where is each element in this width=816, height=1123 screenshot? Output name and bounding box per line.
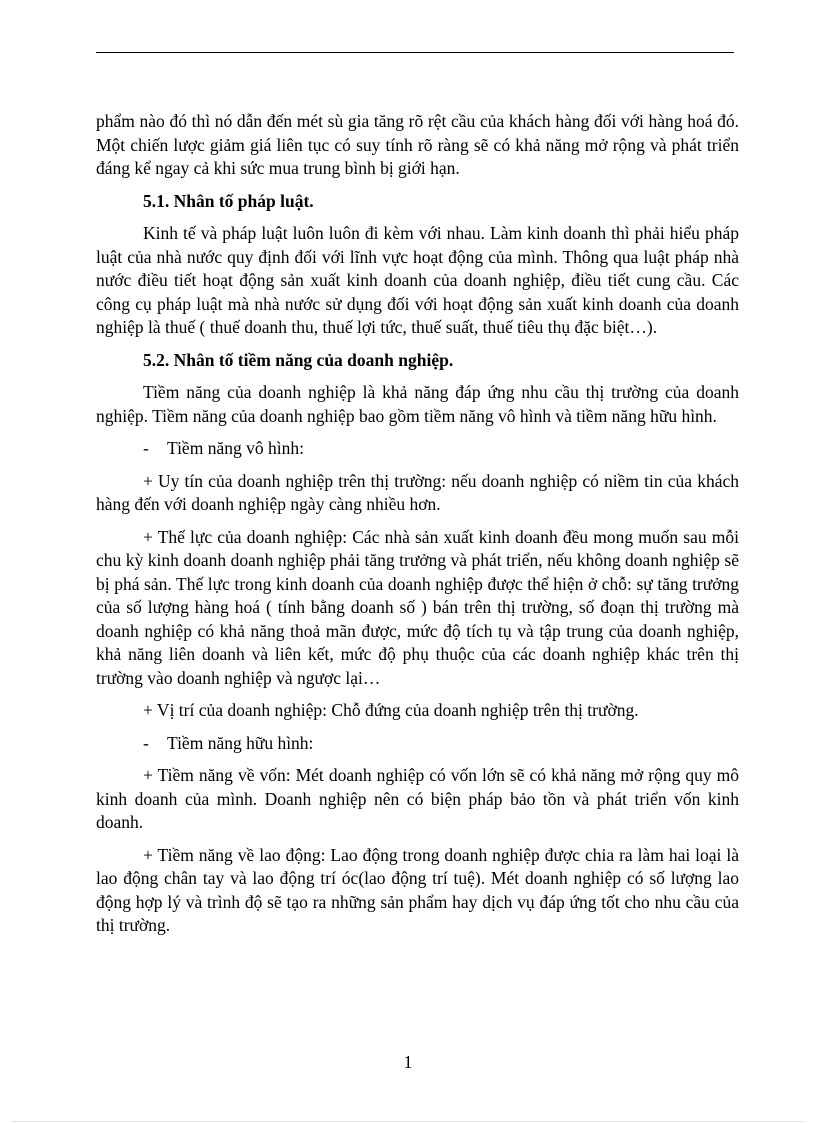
section-heading-5-2: 5.2. Nhân tố tiềm năng của doanh nghiệp. (143, 349, 454, 370)
paragraph-position: + Vị trí của doanh nghiệp: Chỗ đứng của doanh nghiệp trên thị trường. (143, 700, 639, 720)
footer-dotted-rule (12, 1121, 804, 1122)
document-body (96, 110, 739, 947)
dash-bullet: - (143, 732, 149, 753)
page-number: 1 (403, 1052, 413, 1072)
dash-bullet: - (143, 438, 149, 458)
section-heading-5-1: 5.1. Nhân tố pháp luật. (143, 190, 314, 211)
paragraph-reputation: + Uy tín của doanh nghiệp trên thị trường: nếu doanh nghiệp có niềm tin của khách hàng đến với doanh nghiệp ngày càng nhiều hơn. (96, 470, 739, 514)
paragraph-labor: + Tiềm năng về lao động: Lao động trong doanh nghiệp được chia ra làm hai loại là lao động chân tay và lao động trí óc(lao động trí tuệ). Mét doanh nghiệp có số lượng lao động hợp lý và trình độ sẽ tạo ra những sản phẩm hay dịch vụ đáp ứng tốt cho nhu cầu của thị trường. (96, 844, 739, 935)
list-item-tangible (96, 732, 739, 756)
list-item-intangible (96, 437, 739, 461)
paragraph-legal-factor: Kinh tế và pháp luật luôn luôn đi kèm với nhau. Làm kinh doanh thì phải hiểu pháp luật của nhà nước quy định đối với lĩnh vực hoạt động của mình. Thông qua luật pháp nhà nước điều tiết hoạt động sản xuất kinh doanh của doanh nghiệp, điều tiết cung cầu. Các công cụ pháp luật mà nhà nước sử dụng đối với hoạt động sản xuất kinh doanh của doanh nghiệp là thuế ( thuế doanh thu, thuế lợi tức, thuế suất, thuế tiêu thụ đặc biệt…). (96, 223, 739, 337)
paragraph-capital: + Tiềm năng về vốn: Mét doanh nghiệp có vốn lớn sẽ có khả năng mở rộng quy mô kinh doanh của mình. Doanh nghiệp nên có biện pháp bảo tồn và phát triển vốn kinh doanh. (96, 765, 739, 832)
paragraph-strength: + Thế lực của doanh nghiệp: Các nhà sản xuất kinh doanh đều mong muốn sau mỗi chu kỳ kinh doanh doanh nghiệp phải tăng trưởng và phát triển, nếu không doanh nghiệp sẽ bị phá sản. Thế lực trong kinh doanh của doanh nghiệp được thể hiện ở chỗ: sự tăng trưởng của số lượng hàng hoá ( tính bằng doanh số ) bán trên thị trường, số đoạn thị trường mà doanh nghiệp có khả năng thoả mãn được, mức độ tích tụ và tập trung của doanh nghiệp, khả năng liên doanh và liên kết, mức độ phụ thuộc của các doanh nghiệp khác trên thị trường vào doanh nghiệp và ngược lại… (96, 526, 739, 688)
list-item-label: Tiềm năng hữu hình: (167, 732, 314, 753)
header-rule (96, 52, 734, 53)
list-item-label: Tiềm năng vô hình: (167, 438, 304, 458)
paragraph-continuation: phẩm nào đó thì nó dẫn đến mét sù gia tăng rõ rệt cầu của khách hàng đối với hàng hoá đó. Một chiến lược giảm giá liên tục có suy tính rõ ràng sẽ có khả năng mở rộng và phát triển đáng kể ngay cả khi sức mua trung bình bị giới hạn. (96, 111, 739, 178)
paragraph-potential-intro: Tiềm năng của doanh nghiệp là khả năng đáp ứng nhu cầu thị trường của doanh nghiệp. Tiềm năng của doanh nghiệp bao gồm tiềm năng vô hình và tiềm năng hữu hình. (96, 382, 739, 426)
